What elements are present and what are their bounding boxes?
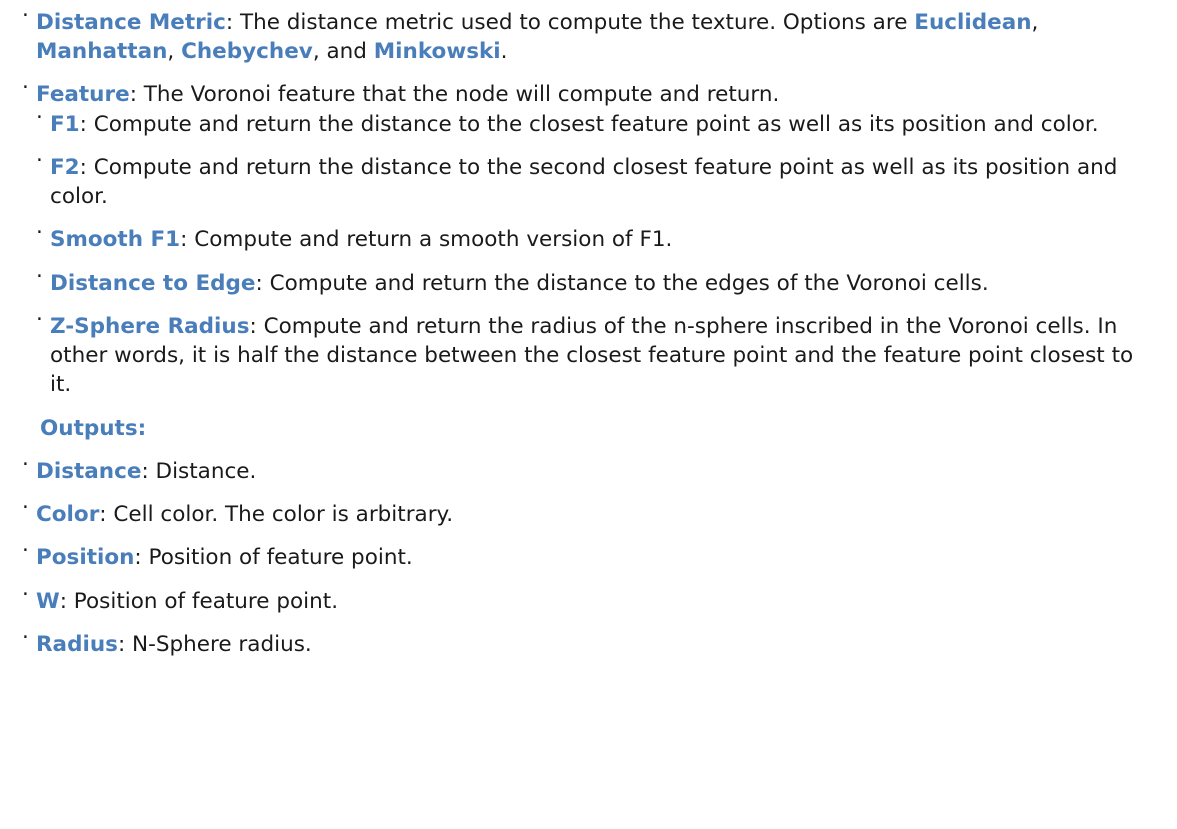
description-distance-to-edge: : Compute and return the distance to the edges of the Voronoi cells. [255,270,989,296]
list-item-f1 [36,110,1159,139]
list-item-feature [22,80,1159,399]
feature-options-list [36,110,1159,400]
term-output-w: W [36,588,60,614]
term-output-position: Position [36,545,135,571]
description-distance-metric: : The distance metric used to compute the texture. Options are [225,10,915,35]
term-smooth-f1: Smooth F1 [50,227,181,253]
option-euclidean: Euclidean [914,10,1032,35]
description-z-sphere-radius: : Compute and return the radius of the n-sphere inscribed in the Voronoi cells. In other words, it is half the distance between the closest feature point and the feature point closest to it. [50,313,1134,398]
description-output-color: : Cell color. The color is arbitrary. [99,502,454,528]
term-f2: F2 [50,154,80,180]
description-output-position: : Position of feature point. [134,545,413,571]
term-output-distance: Distance [36,458,142,484]
option-chebychev: Chebychev [181,39,313,65]
list-item-output-distance [22,457,1159,486]
description-output-distance: : Distance. [141,458,257,484]
list-item-output-color [22,500,1159,529]
list-item-output-w [22,587,1159,616]
separator-3: . [500,39,508,65]
list-item-smooth-f1 [36,225,1159,254]
description-output-w: : Position of feature point. [59,588,339,614]
description-f2: : Compute and return the distance to the second closest feature point as well as its position and color. [50,154,1118,210]
term-distance-metric: Distance Metric [36,10,226,35]
list-item-f2 [36,153,1159,211]
separator-1: , [167,39,182,65]
description-feature: : The Voronoi feature that the node will compute and return. [129,82,780,108]
separator-0: , [1031,10,1039,35]
term-f1: F1 [50,111,80,137]
term-distance-to-edge: Distance to Edge [50,270,256,296]
list-item-distance-to-edge [36,269,1159,298]
description-f1: : Compute and return the distance to the closest feature point as well as its position and color. [79,111,1099,137]
term-feature: Feature [36,82,130,108]
list-item-output-position [22,543,1159,572]
description-smooth-f1: : Compute and return a smooth version of F1. [180,227,673,253]
term-z-sphere-radius: Z-Sphere Radius [50,313,250,339]
list-item-distance-metric [22,8,1159,66]
option-minkowski: Minkowski [373,39,501,65]
outputs-list [22,457,1159,659]
term-output-radius: Radius [36,631,118,657]
description-output-radius: : N-Sphere radius. [117,631,312,657]
inputs-list [22,8,1159,400]
list-item-output-radius [22,630,1159,659]
term-output-color: Color [36,502,100,528]
list-item-z-sphere-radius [36,312,1159,400]
option-manhattan: Manhattan [36,39,168,65]
separator-2: , and [312,39,374,65]
outputs-heading: Outputs: [40,415,147,441]
